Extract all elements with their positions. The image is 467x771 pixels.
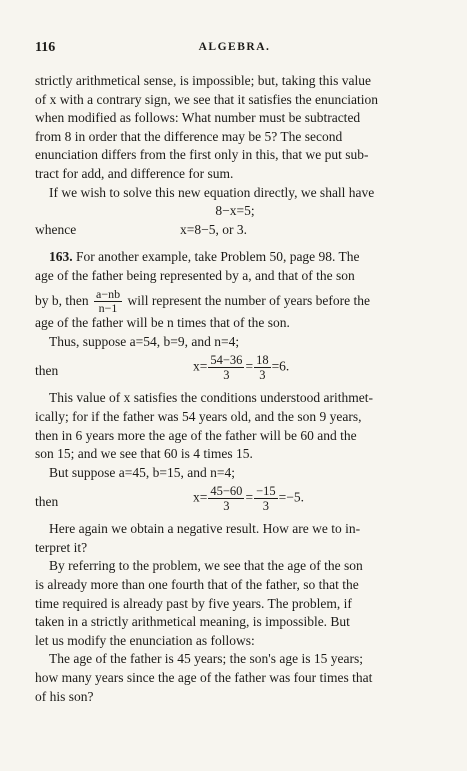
text-line: then in 6 years more the age of the father will be 60 and the	[35, 427, 357, 443]
text-line: from 8 in order that the difference may be 5? The second	[35, 128, 343, 144]
page-header	[35, 40, 434, 58]
paragraph	[35, 539, 435, 558]
text-span: =6.	[271, 358, 290, 374]
text-line: of his son?	[35, 688, 94, 704]
text-line: is already more than one fourth that of the father, so that the	[35, 577, 359, 593]
paragraph	[35, 389, 435, 408]
paragraph-continuation	[35, 72, 435, 184]
text-span: For another example, take Problem 50, page 98. The	[72, 249, 360, 265]
equation-label: whence	[35, 221, 77, 237]
text-line: let us modify the enunciation as follows:	[35, 632, 255, 648]
text-line: This value of x satisfies the conditions understood arithmet-	[49, 390, 373, 406]
text-line: time required is already past by five years. The problem, if	[35, 595, 352, 611]
text-line: when modified as follows: What number must be subtracted	[35, 110, 361, 126]
text-line: age of the father will be n times that of the son.	[35, 315, 290, 331]
denominator: n−1	[98, 300, 118, 315]
text-line: If we wish to solve this new equation directly, we shall have	[49, 184, 375, 200]
numerator: 45−60	[210, 484, 243, 499]
text-line: how many years since the age of the father was four times that	[35, 670, 373, 686]
text-line: son 15; and we see that 60 is 4 times 15.	[35, 446, 253, 462]
paragraph	[35, 464, 435, 483]
page-number: 116	[35, 40, 56, 55]
denominator: 3	[223, 499, 230, 514]
section-163	[35, 248, 435, 267]
equation: x=8−5, or 3.	[180, 221, 247, 237]
text-line: strictly arithmetical sense, is impossible; but, taking this value	[35, 73, 371, 88]
equation-line	[35, 202, 435, 221]
numerator: a−nb	[96, 286, 121, 301]
paragraph	[35, 267, 435, 351]
text-line	[35, 248, 435, 267]
text-line: taken in a strictly arithmetical meaning, is impossible. But	[35, 614, 350, 630]
equation-line	[35, 484, 435, 518]
text-span: x=	[193, 489, 208, 505]
text-line: tract for add, and difference for sum.	[35, 165, 234, 181]
text-line	[35, 286, 435, 315]
equation-line	[35, 221, 435, 240]
text-line: But suppose a=45, b=15, and n=4;	[49, 464, 235, 480]
equation	[193, 484, 304, 513]
text-line: The age of the father is 45 years; the son's age is 15 years;	[49, 651, 363, 667]
fraction	[254, 484, 278, 513]
equation-label: then	[35, 494, 59, 510]
text-span: will represent the number of years before the	[127, 292, 370, 308]
text-line: By referring to the problem, we see that the age of the son	[49, 558, 363, 574]
section-number: 163.	[49, 249, 73, 265]
numerator: 54−36	[210, 353, 243, 368]
paragraph	[35, 408, 435, 464]
fraction	[254, 353, 271, 382]
denominator: 3	[223, 368, 230, 383]
text-line: enunciation differs from the first only in this, that we put sub-	[35, 147, 369, 163]
numerator: 18	[256, 353, 269, 368]
text-span: =	[245, 489, 254, 505]
equation: 8−x=5;	[215, 203, 255, 219]
text-line: Here again we obtain a negative result. How are we to in-	[49, 521, 361, 537]
denominator: 3	[259, 368, 266, 383]
paragraph	[35, 669, 435, 706]
numerator: −15	[256, 484, 276, 499]
equation-line	[35, 353, 435, 387]
paragraph-new-equation	[35, 184, 435, 203]
text-line: age of the father being represented by a, and that of the son	[35, 267, 355, 283]
equation	[193, 353, 289, 382]
text-line: Thus, suppose a=54, b=9, and n=4;	[49, 333, 240, 349]
fraction	[208, 484, 244, 513]
text-line: ically; for if the father was 54 years old, and the son 9 years,	[35, 408, 362, 424]
denominator: 3	[262, 499, 269, 514]
fraction	[208, 353, 244, 382]
paragraph	[35, 557, 435, 576]
text-line: of x with a contrary sign, we see that it satisfies the enunciation	[35, 91, 379, 107]
text-span: by b, then	[35, 292, 89, 308]
text-span: x=	[193, 358, 208, 374]
paragraph	[35, 520, 435, 539]
equation-label: then	[35, 363, 59, 379]
paragraph	[35, 576, 435, 650]
fraction	[94, 288, 122, 315]
text-span: =	[245, 358, 254, 374]
paragraph	[35, 650, 435, 669]
text-span: =−5.	[278, 489, 304, 505]
text-line: terpret it?	[35, 539, 88, 555]
page-body	[35, 72, 435, 706]
running-head: ALGEBRA.	[198, 41, 271, 53]
